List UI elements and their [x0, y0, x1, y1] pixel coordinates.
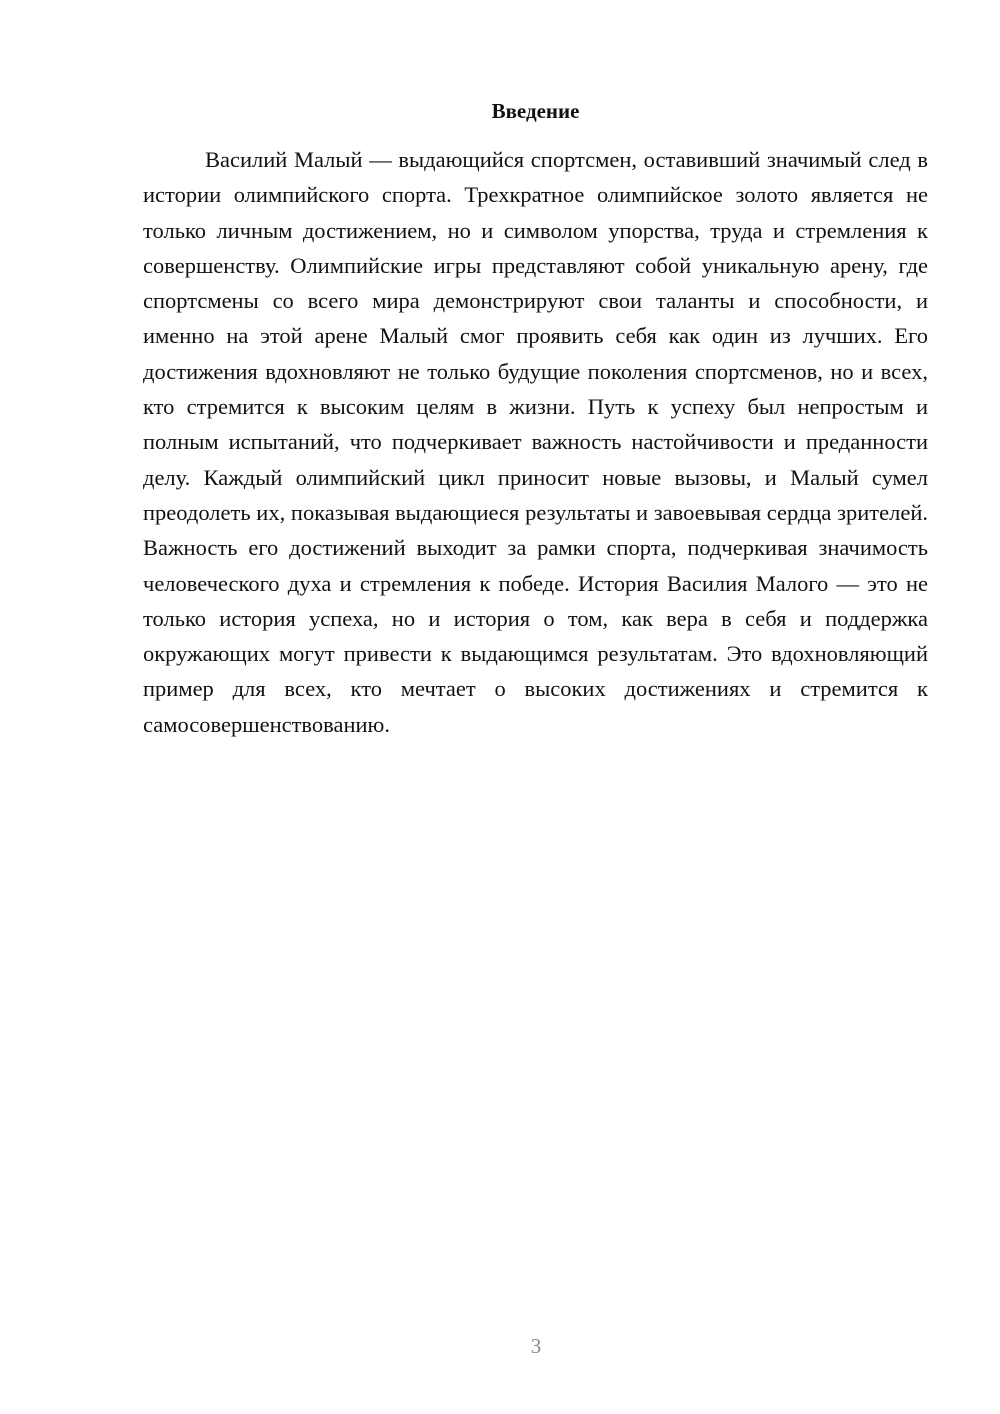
page-number: 3 [530, 1334, 542, 1358]
introduction-paragraph: Василий Малый — выдающийся спортсмен, оставивший значимый след в истории олимпийского спорта. Трехкратное олимпийское золото является не только личным достижением, но и символом упорства, труда и стремления к совершенству. Олимпийские игры представляют собой уникальную арену, где спортсмены со всего мира демонстрируют свои таланты и способности, и именно на этой арене Малый смог проявить себя как один из лучших. Его достижения вдохновляют не только будущие поколения спортсменов, но и всех, кто стремится к высоким целям в жизни. Путь к успеху был непростым и полным испытаний, что подчеркивает важность настойчивости и преданности делу. Каждый олимпийский цикл приносит новые вызовы, и Малый сумел преодолеть их, показывая выдающиеся результаты и завоевывая сердца зрителей. Важность его достижений выходит за рамки спорта, подчеркивая значимость человеческого духа и стремления к победе. История Василия Малого — это не только история успеха, но и история о том, как вера в себя и поддержка окружающих могут привести к выдающимся результатам. Это вдохновляющий пример для всех, кто мечтает о высоких достижениях и стремится к самосовершенствованию. [143, 147, 928, 737]
section-heading: Введение [491, 99, 580, 123]
